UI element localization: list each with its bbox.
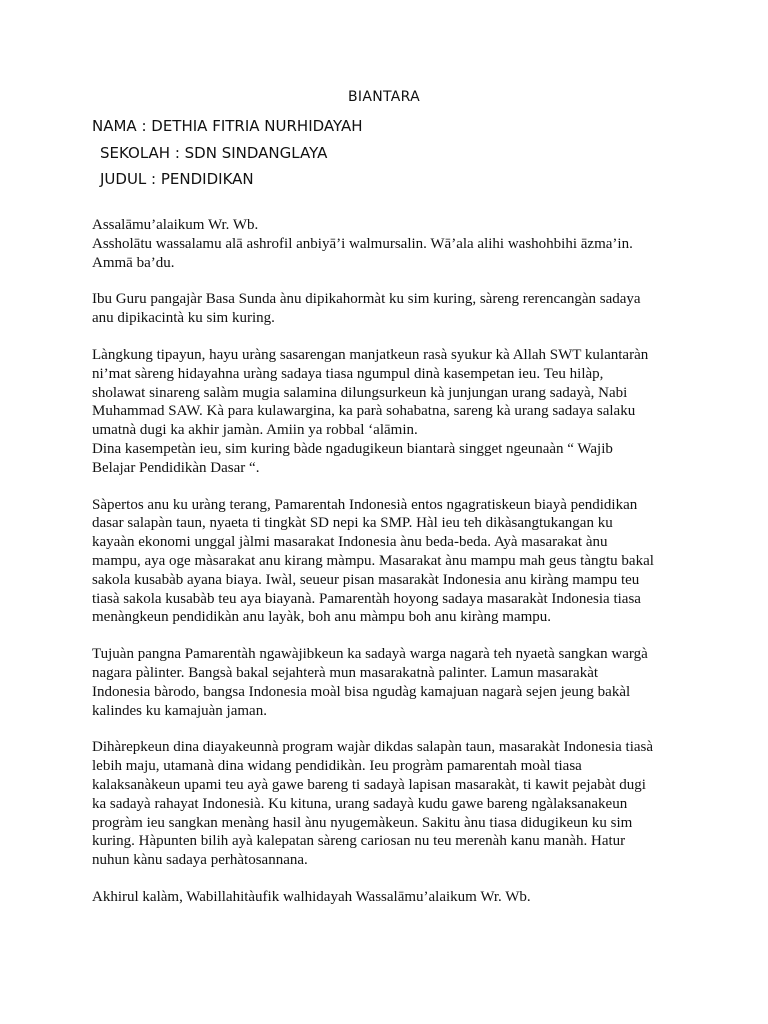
speech-paragraph: [92, 290, 692, 328]
paragraph-line: kalindes ku kamajuàn jaman.: [92, 702, 267, 719]
document-title: BIANTARA: [348, 89, 420, 105]
paragraph-line: ni’mat sàreng hidayahna uràng sadaya tiasa ngumpul dinà kasempetan ieu. Teu hilàp,: [92, 365, 604, 382]
paragraph-line: kayaàn ekonomi unggal jàlmi masarakat Indonesia ànu beda-beda. Ayà masarakat ànu: [92, 534, 608, 551]
paragraph-line: sholawat sinareng salàm mugia salamina dilungsurkeun kà junjungan urang sadayà, Nabi: [92, 384, 628, 401]
paragraph-line: sakola kusabàb ayana biaya. Iwàl, seueur pisan masarakàt Indonesia anu kiràng mampu teu: [92, 571, 640, 588]
paragraph-line: mampu, aya oge màsarakat anu kirang màmpu. Masarakat ànu mampu mah geus tàngtu bakal: [92, 552, 654, 569]
paragraph-line: Muhammad SAW. Kà para kulawargina, ka parà sohabatna, sareng kà urang sadaya salaku: [92, 403, 636, 420]
speech-paragraph: [92, 216, 692, 272]
author-name-line: NAMA : DETHIA FITRIA NURHIDAYAH: [92, 117, 363, 135]
speech-paragraph: [92, 346, 692, 478]
speech-paragraph: [92, 738, 692, 870]
paragraph-line: kalaksanàkeun upami teu ayà gawe bareng ti sadayà lapisan masarakàt, ti kawit pejabàt dugi: [92, 776, 646, 793]
paragraph-line: menàngkeun pendidikàn anu layàk, boh anu màmpu boh anu kiràng mampu.: [92, 609, 552, 626]
paragraph-line: Ammā ba’du.: [92, 254, 175, 271]
paragraph-line: ka sadayà rahayat Indonesià. Ku kituna, urang sadayà kudu gawe bareng ngàlaksanakeun: [92, 795, 628, 812]
paragraph-line: Dihàrepkeun dina diayakeunnà program wajàr dikdas salapàn taun, masarakàt Indonesia tiasà: [92, 739, 654, 756]
paragraph-line: anu dipikacintà ku sim kuring.: [92, 310, 275, 327]
paragraph-line: Assholātu wassalamu alā ashrofil anbiyā’i walmursalin. Wā’ala alihi washohbihi āzma’in.: [92, 235, 633, 252]
paragraph-line: progràm ieu sangkan menàng hasil ànu nyugemàkeun. Sakitu ànu tiasa didugikeun ku sim: [92, 814, 633, 831]
paragraph-line: Indonesia bàrodo, bangsa Indonesia moàl bisa ngudàg kamajuan nagarà sejen jeung bakàl: [92, 683, 631, 700]
paragraph-line: Ibu Guru pangajàr Basa Sunda ànu dipikahormàt ku sim kuring, sàreng rerencangàn sadaya: [92, 291, 641, 308]
speech-paragraph: [92, 645, 692, 720]
paragraph-line: nuhun kànu sadaya perhàtosannana.: [92, 852, 308, 869]
paragraph-line: umatnà dugi ka akhir jamàn. Amiin ya robbal ‘alāmin.: [92, 422, 418, 439]
paragraph-line: nagara pàlinter. Bangsà bakal sejahterà mun masarakatnà palinter. Lamun masarakàt: [92, 664, 599, 681]
paragraph-line: Sàpertos anu ku uràng terang, Pamarentah Indonesià entos ngagratiskeun biayà pendidikan: [92, 496, 638, 513]
paragraph-line: lebih maju, utamanà dina widang pendidikàn. Ieu progràm pamarentah moàl tiasa: [92, 758, 582, 775]
school-line: SEKOLAH : SDN SINDANGLAYA: [100, 144, 328, 162]
paragraph-line: tiasà sakola kusabàb teu aya biayanà. Pamarentàh hoyong sadaya masarakàt Indonesia tiasa: [92, 590, 641, 607]
paragraph-line: Belajar Pendidikàn Dasar “.: [92, 459, 260, 476]
speech-body: [92, 216, 692, 925]
topic-line: JUDUL : PENDIDIKAN: [100, 170, 254, 188]
paragraph-line: Dina kasempetàn ieu, sim kuring bàde ngadugikeun biantarà singget ngeunaàn “ Wajib: [92, 440, 613, 457]
paragraph-line: Assalāmu’alaikum Wr. Wb.: [92, 217, 259, 233]
paragraph-line: dasar salapàn taun, nyaeta ti tingkàt SD nepi ka SMP. Hàl ieu teh dikàsangtukangan ku: [92, 515, 613, 532]
paragraph-line: Akhirul kalàm, Wabillahitàufik walhidayah Wassalāmu’alaikum Wr. Wb.: [92, 888, 531, 905]
speech-paragraph: [92, 888, 692, 907]
paragraph-line: Làngkung tipayun, hayu uràng sasarengan manjatkeun rasà syukur kà Allah SWT kulantaràn: [92, 346, 649, 363]
paragraph-line: kuring. Hàpunten bilih ayà kalepatan sàreng cariosan nu teu merenàh kanu manàh. Hatur: [92, 833, 626, 850]
paragraph-line: Tujuàn pangna Pamarentàh ngawàjibkeun ka sadayà warga nagarà teh nyaetà sangkan wargà: [92, 646, 648, 663]
speech-paragraph: [92, 496, 692, 628]
